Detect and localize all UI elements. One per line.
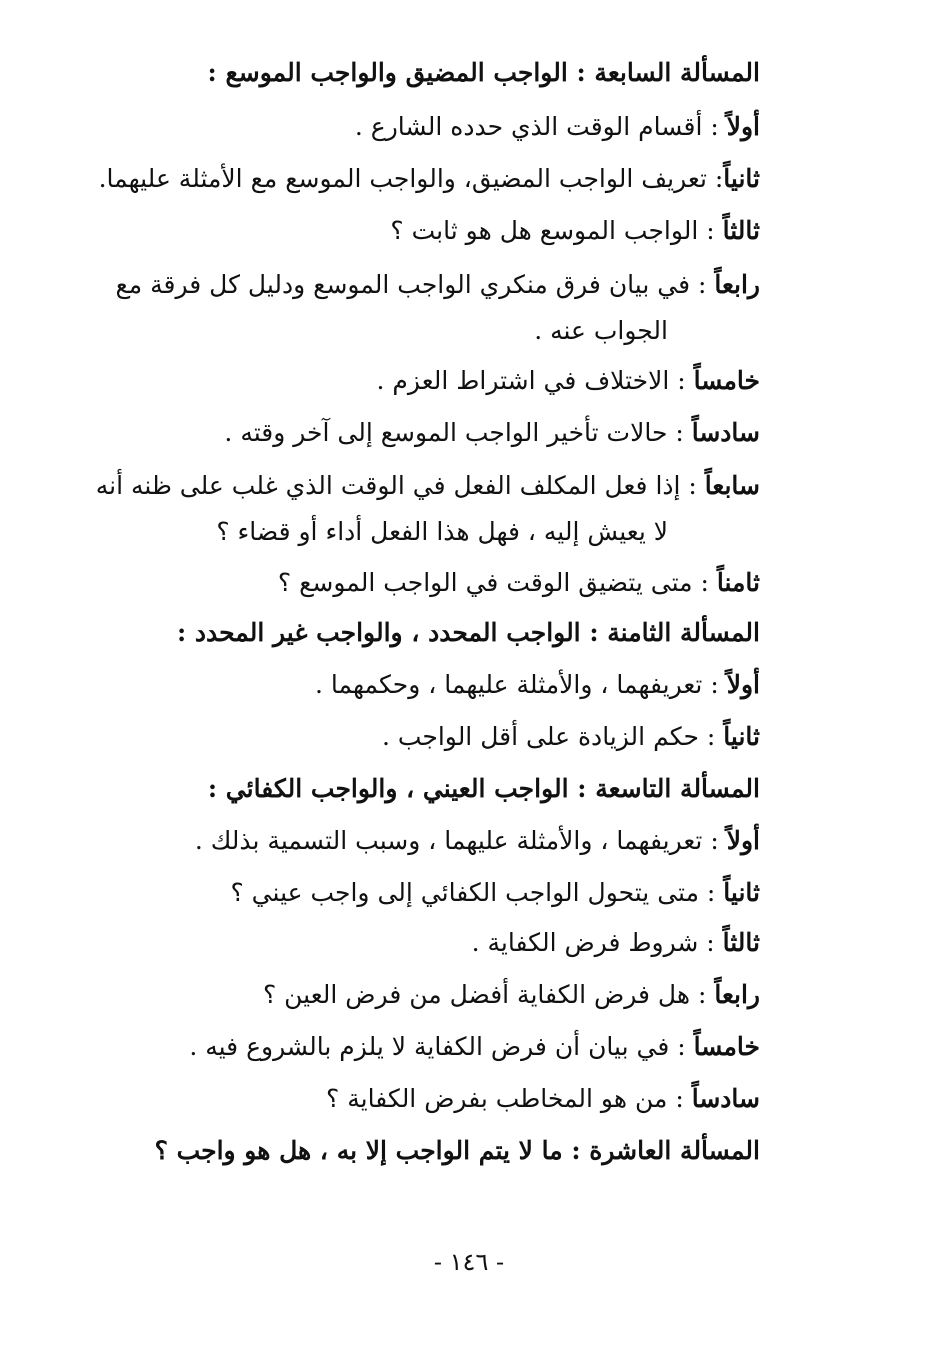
item-label: ثانياً <box>723 164 760 193</box>
item-label: ثالثاً <box>722 928 760 957</box>
item-label: خامساً <box>693 1032 760 1061</box>
item-text: : الاختلاف في اشتراط العزم . <box>376 366 694 395</box>
item-label: سادساً <box>691 418 760 447</box>
item-text: : في بيان أن فرض الكفاية لا يلزم بالشروع فيه . <box>189 1032 694 1061</box>
item-label: أولاً <box>726 826 760 855</box>
item-text: : هل فرض الكفاية أفضل من فرض العين ؟ <box>262 980 715 1009</box>
item-label: ثالثاً <box>722 216 760 245</box>
item-text: : إذا فعل المكلف الفعل في الوقت الذي غلب على ظنه أنه <box>95 471 705 500</box>
item-label: رابعاً <box>714 980 760 1009</box>
item-label: ثانياً <box>723 878 760 907</box>
item-label: سابعاً <box>704 471 760 500</box>
item-text: : شروط فرض الكفاية . <box>471 928 723 957</box>
item-text: : أقسام الوقت الذي حدده الشارع . <box>354 112 727 141</box>
page-number: - ١٤٦ - <box>433 1248 505 1276</box>
item-text: : في بيان فرق منكري الواجب الموسع ودليل كل فرقة مع <box>115 270 715 299</box>
item-label: خامساً <box>693 366 760 395</box>
item-label: أولاً <box>726 670 760 699</box>
list-item <box>70 364 760 398</box>
list-item <box>70 262 760 354</box>
list-item <box>70 1030 760 1064</box>
item-continuation: لا يعيش إليه ، فهل هذا الفعل أداء أو قضاء ؟ <box>216 517 668 546</box>
item-text: : حكم الزيادة على أقل الواجب . <box>381 722 724 751</box>
list-item <box>70 214 760 248</box>
list-item <box>70 824 760 858</box>
heading-eighth-issue: المسألة الثامنة : الواجب المحدد ، والواجب غير المحدد : <box>176 618 760 647</box>
item-label: أولاً <box>726 112 760 141</box>
item-label: ثانياً <box>723 722 760 751</box>
item-label: سادساً <box>691 1084 760 1113</box>
item-label: رابعاً <box>714 270 760 299</box>
item-text: : تعريف الواجب المضيق، والواجب الموسع مع الأمثلة عليهما. <box>98 164 724 193</box>
list-item <box>70 720 760 754</box>
heading-seventh-issue: المسألة السابعة : الواجب المضيق والواجب الموسع : <box>207 58 760 87</box>
item-text: : تعريفهما ، والأمثلة عليهما ، وسبب التسمية بذلك . <box>194 826 727 855</box>
item-text: : الواجب الموسع هل هو ثابت ؟ <box>390 216 723 245</box>
list-item <box>70 668 760 702</box>
list-item <box>70 566 760 600</box>
list-item <box>70 1082 760 1116</box>
list-item <box>70 110 760 144</box>
list-item <box>70 978 760 1012</box>
item-continuation: الجواب عنه . <box>534 316 668 345</box>
list-item <box>70 876 760 910</box>
list-item <box>70 416 760 450</box>
item-label: ثامناً <box>716 568 760 597</box>
heading-ninth-issue: المسألة التاسعة : الواجب العيني ، والواجب الكفائي : <box>207 774 760 803</box>
item-text: : حالات تأخير الواجب الموسع إلى آخر وقته . <box>224 418 692 447</box>
item-text: : تعريفهما ، والأمثلة عليهما ، وحكمهما . <box>315 670 727 699</box>
heading-tenth-issue: المسألة العاشرة : ما لا يتم الواجب إلا به ، هل هو واجب ؟ <box>154 1136 760 1165</box>
list-item <box>70 162 760 196</box>
list-item <box>70 463 760 555</box>
item-text: : متى يتضيق الوقت في الواجب الموسع ؟ <box>277 568 717 597</box>
item-text: : متى يتحول الواجب الكفائي إلى واجب عيني ؟ <box>230 878 724 907</box>
list-item <box>70 926 760 960</box>
item-text: : من هو المخاطب بفرض الكفاية ؟ <box>326 1084 692 1113</box>
